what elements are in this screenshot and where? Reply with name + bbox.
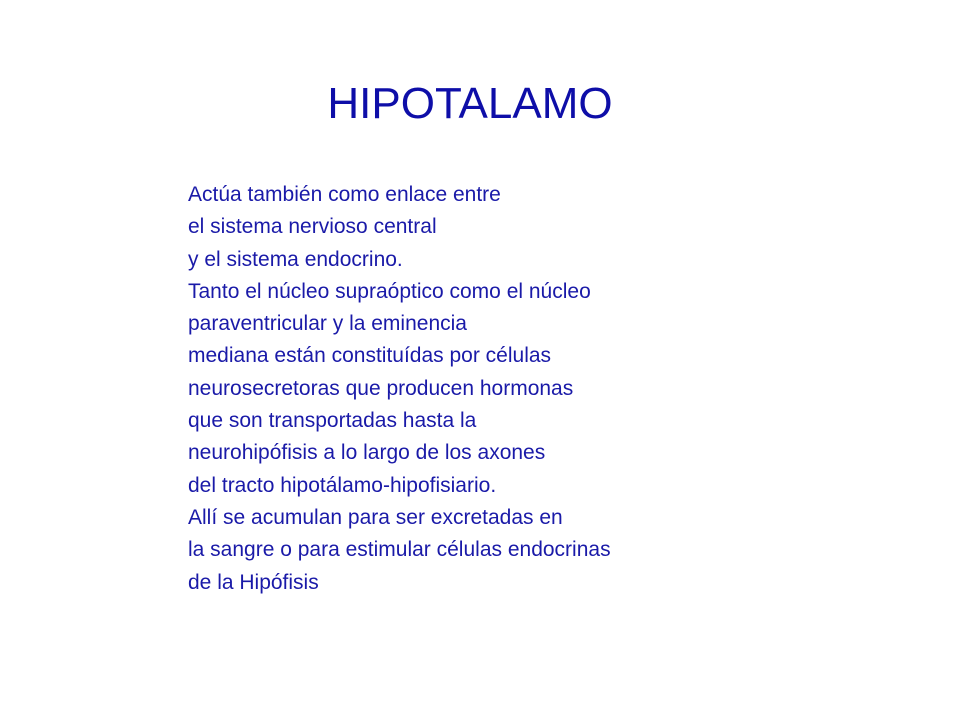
- body-text-line: de la Hipófisis: [188, 570, 319, 594]
- body-text-line: del tracto hipotálamo-hipofisiario.: [188, 473, 497, 497]
- body-text-line: y el sistema endocrino.: [188, 247, 403, 271]
- body-text-line: neurosecretoras que producen hormonas: [188, 376, 574, 400]
- body-text-line: el sistema nervioso central: [188, 215, 437, 239]
- body-text-line: paraventricular y la eminencia: [188, 312, 467, 336]
- body-text-line: Actúa también como enlace entre: [188, 183, 501, 206]
- body-text-line: la sangre o para estimular células endocrinas: [188, 538, 611, 562]
- body-text-line: Allí se acumulan para ser excretadas en: [188, 505, 563, 529]
- body-text-line: mediana están constituídas por células: [188, 344, 552, 368]
- body-text-line: que son transportadas hasta la: [188, 409, 477, 433]
- slide-title: HIPOTALAMO: [327, 79, 613, 128]
- body-text-line: neurohipófisis a lo largo de los axones: [188, 441, 546, 465]
- slide-body-text: [188, 179, 888, 599]
- body-text-line: Tanto el núcleo supraóptico como el núcleo: [188, 279, 591, 303]
